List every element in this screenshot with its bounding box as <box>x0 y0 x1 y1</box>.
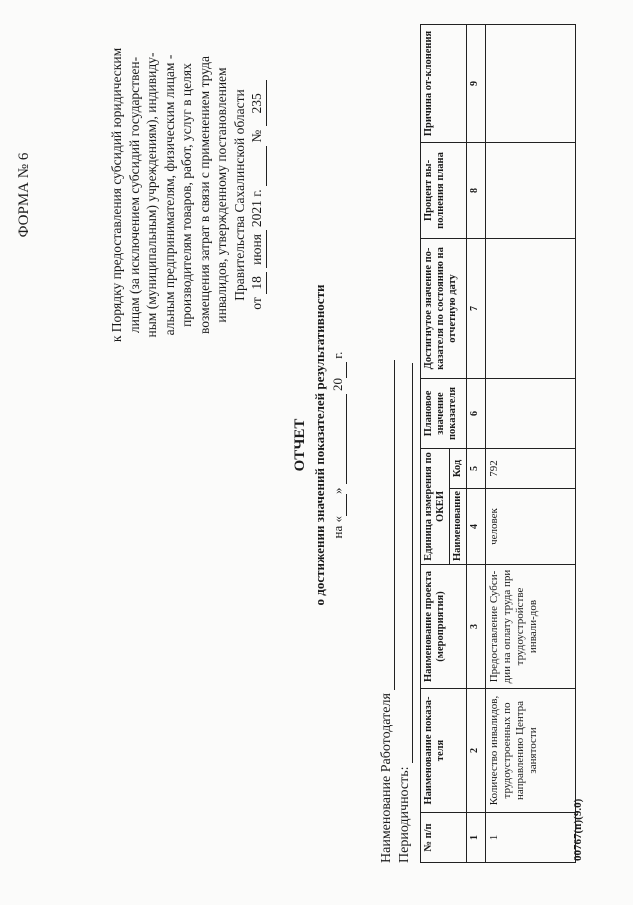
report-date-prefix: на « <box>330 515 345 539</box>
column-number: 1 <box>467 813 486 863</box>
report-date-line <box>330 315 347 575</box>
report-subtitle: о достижении значений показателей результативности <box>312 284 327 606</box>
row-achieved <box>486 238 576 378</box>
column-number: 8 <box>467 142 486 238</box>
col-reason-header: Причина от-клонения <box>421 24 467 142</box>
column-number: 6 <box>467 378 486 448</box>
col-planned-header: Плановое значение показателя <box>421 378 467 448</box>
order-number-prefix: № <box>249 129 264 143</box>
col-unit-group-header: Единица измерения по ОКЕИ <box>421 448 450 564</box>
order-date-prefix: от <box>249 297 264 310</box>
column-number: 4 <box>467 489 486 565</box>
employer-field <box>378 360 395 863</box>
order-date-line <box>248 45 267 345</box>
row-num: 1 <box>486 813 576 863</box>
order-year-suffix: г. <box>249 189 264 197</box>
order-line: Правительства Сахалинской области <box>231 89 247 301</box>
row-project: Предоставление Субси-дии на оплату труда при трудоустройстве инвали-дов <box>486 565 576 689</box>
report-month-blank <box>330 394 347 484</box>
order-line: производителям товаров, работ, услуг в целях <box>179 63 194 327</box>
footer-code: 00767(п)(9.0) <box>572 798 584 861</box>
employer-label: Наименование Работодателя <box>379 693 394 863</box>
periodicity-label: Периодичность: <box>397 766 412 863</box>
order-line: ным (муниципальным) учреждениям), индивиду- <box>144 52 159 338</box>
row-planned <box>486 378 576 448</box>
row-percent <box>486 142 576 238</box>
col-percent-header: Процент вы-полнения плана <box>421 142 467 238</box>
order-line: лицам (за исключением субсидий государствен- <box>126 56 142 334</box>
order-blank <box>248 146 267 186</box>
employer-blank <box>378 360 395 690</box>
column-number: 3 <box>467 565 486 689</box>
order-reference <box>108 45 267 345</box>
col-num-header: № п/п <box>421 813 467 863</box>
column-number: 9 <box>467 24 486 142</box>
form-label: ФОРМА № 6 <box>16 152 32 238</box>
col-unit-name-header: Наименование <box>450 489 467 565</box>
column-number: 5 <box>467 448 486 488</box>
report-title: ОТЧЕТ <box>292 418 308 472</box>
order-line: возмещения затрат в связи с применением труда <box>196 56 212 334</box>
periodicity-field <box>396 363 413 863</box>
column-number-row <box>467 24 486 862</box>
order-month: июня <box>248 230 267 268</box>
order-line: альным предпринимателям, физическим лицам - <box>161 54 177 336</box>
order-day: 18 <box>248 272 267 294</box>
periodicity-blank <box>396 363 413 763</box>
report-year-prefix: 20 <box>330 377 345 391</box>
report-date-mid: » <box>330 487 345 494</box>
col-unit-code-header: Код <box>450 448 467 488</box>
row-indicator: Количество инвалидов, трудоустроенных по направлению Центра занятости <box>486 689 576 813</box>
col-indicator-header: Наименование показа-теля <box>421 689 467 813</box>
results-table <box>420 24 576 863</box>
header-row <box>421 24 450 862</box>
order-year: 2021 <box>249 200 264 228</box>
order-line: инвалидов, утвержденному постановлением <box>214 67 229 323</box>
order-number: 235 <box>248 80 267 126</box>
order-line: к Порядку предоставления субсидий юридическим <box>109 47 124 343</box>
report-year-blank <box>330 362 347 378</box>
row-unit-name: человек <box>486 489 576 565</box>
col-achieved-header: Достигнутое значение по-казателя по состоянию на отчетную дату <box>421 238 467 378</box>
column-number: 2 <box>467 689 486 813</box>
col-project-header: Наименование проекта (мероприятия) <box>421 565 467 689</box>
row-unit-code: 792 <box>486 448 576 488</box>
row-reason <box>486 24 576 142</box>
report-day-blank <box>330 494 347 516</box>
column-number: 7 <box>467 238 486 378</box>
report-year-suffix: г. <box>330 351 345 359</box>
table-row <box>486 24 576 862</box>
